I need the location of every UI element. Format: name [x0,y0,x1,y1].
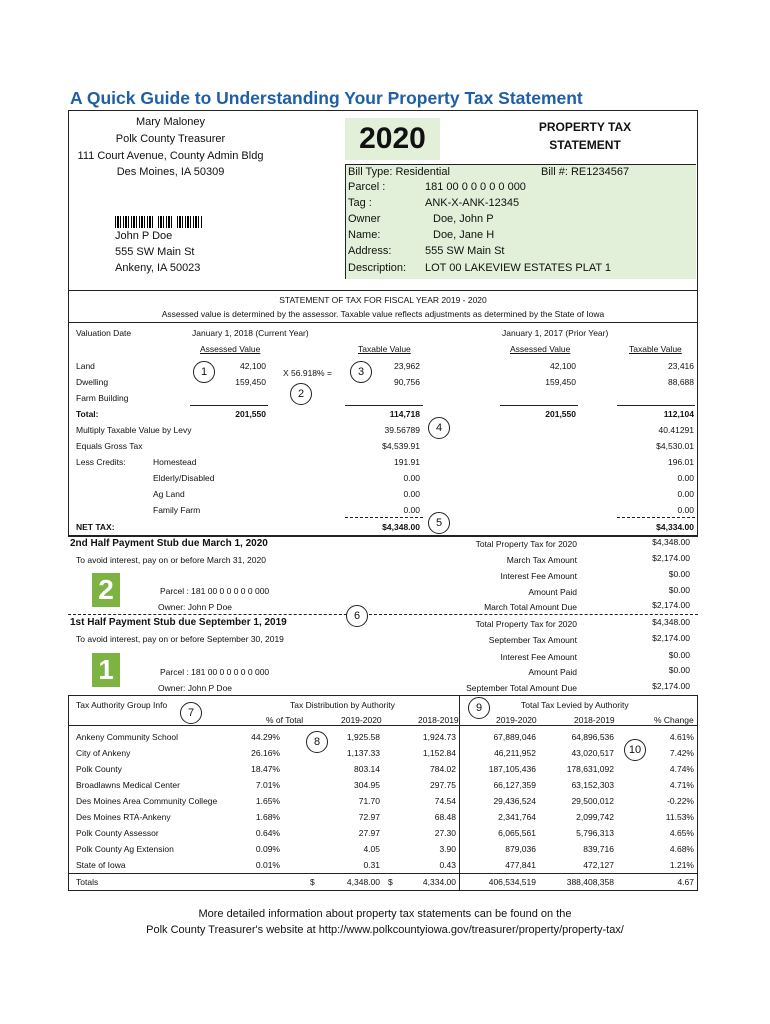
guide-marker-10: 10 [624,739,646,761]
authority-levied-2019: 67,889,046 [493,732,536,742]
authority-levied-2018: 178,631,092 [566,764,614,774]
stub1-number-icon: 1 [92,653,120,687]
stub2-number-icon: 2 [92,573,120,607]
authority-levied-2018: 63,152,303 [571,780,614,790]
authority-pct: 0.01% [255,860,280,870]
change-header: % Change [654,715,694,725]
stub1-interest: $0.00 [668,650,690,660]
totals-dollar-2: $ [388,877,393,887]
address-label: Address: [348,245,392,257]
authority-change: -0.22% [667,796,694,806]
family-farm-label: Family Farm [153,505,201,515]
authority-levied-2019: 6,065,561 [498,828,536,838]
guide-marker-2: 2 [290,383,312,405]
authority-levied-2019: 29,436,524 [493,796,536,806]
stub2-paid-label: Amount Paid [528,587,577,597]
stub1-interest-label: Interest Fee Amount [500,652,577,662]
authority-name: Polk County [76,764,122,774]
authority-change: 11.53% [665,812,694,822]
stub2-interest-label: Interest Fee Amount [500,571,577,581]
current-taxable-header: Taxable Value [358,344,411,354]
bill-number: Bill #: RE1234567 [541,166,630,178]
homestead-label: Homestead [153,457,197,467]
authority-name: Ankeny Community School [76,732,179,742]
stub2-tax: $2,174.00 [652,553,690,563]
guide-marker-1: 1 [193,361,215,383]
authority-dist-2018: 1,924.73 [422,732,456,742]
cur-assessed-land: 42,100 [240,361,266,371]
authority-pct: 26.16% [251,748,280,758]
address-value: 555 SW Main St [425,245,505,257]
stub2-tax-label: March Tax Amount [506,555,577,565]
total-label: Total: [76,409,99,419]
gross-tax-label: Equals Gross Tax [76,441,143,451]
cur-assessed-dwelling: 159,450 [235,377,266,387]
prior-assessed-header: Assessed Value [510,344,571,354]
guide-marker-5: 5 [428,512,450,534]
levied-label: Total Tax Levied by Authority [521,700,629,710]
stub2-total: $4,348.00 [652,537,690,547]
owner-label: Owner [348,213,381,225]
owner-2: Doe, Jane H [433,229,495,241]
parcel-value: 181 00 0 0 0 0 0 000 [425,181,526,193]
authority-change: 4.68% [669,844,694,854]
stub1-total: $4,348.00 [652,617,690,627]
stub1-avoid-note: To avoid interest, pay on or before September 30, 2019 [76,634,284,644]
stub2-owner: Owner: John P Doe [158,602,233,612]
statement-label-1: PROPERTY TAX [538,120,632,134]
dwelling-label: Dwelling [76,377,109,387]
authority-dist-2018: 297.75 [430,780,456,790]
valuation-date-label: Valuation Date [76,328,132,338]
authority-levied-2019: 46,211,952 [494,748,536,758]
authority-name: Polk County Assessor [76,828,159,838]
stub2-parcel: Parcel : 181 00 0 0 0 0 0 000 [160,586,270,596]
authority-pct: 0.64% [255,828,280,838]
authority-pct: 0.09% [255,844,280,854]
authority-pct: 7.01% [255,780,280,790]
statement-year: 2020 [345,118,440,160]
cur-gross-tax: $4,539.91 [382,441,420,451]
prior-taxable-land: 23,416 [668,361,694,371]
prior-taxable-header: Taxable Value [629,344,682,354]
cur-ag-land: 0.00 [403,489,420,499]
totals-label: Totals [76,877,99,887]
tag-label: Tag : [348,197,372,209]
authority-change: 4.61% [669,732,694,742]
guide-marker-9: 9 [468,697,490,719]
authority-group-label: Tax Authority Group Info [76,700,168,710]
guide-marker-8: 8 [306,731,328,753]
stub1-title: 1st Half Payment Stub due September 1, 2019 [70,617,287,628]
tear-off-line [68,614,698,615]
authority-dist-2018: 74.54 [434,796,456,806]
stub2-interest: $0.00 [668,569,690,579]
guide-marker-4: 4 [428,417,450,439]
treasurer-address-2: Des Moines, IA 50309 [116,166,225,178]
prior-year-date: January 1, 2017 (Prior Year) [502,328,609,338]
distribution-label: Tax Distribution by Authority [290,700,395,710]
stub2-avoid-note: To avoid interest, pay on or before March 31, 2020 [76,555,266,565]
authority-levied-2018: 64,896,536 [571,732,614,742]
statement-heading: STATEMENT OF TAX FOR FISCAL YEAR 2019 - 2020 [279,295,487,305]
land-label: Land [76,361,95,371]
authority-change: 7.42% [669,748,694,758]
authority-pct: 18.47% [251,764,280,774]
stub1-paid-label: Amount Paid [528,667,577,677]
totals-change: 4.67 [677,877,694,887]
stub1-total-label: Total Property Tax for 2020 [475,619,577,629]
authority-change: 4.65% [669,828,694,838]
authority-dist-2019: 304.95 [354,780,380,790]
totals-levied-2018: 388,408,358 [566,877,614,887]
bill-type: Bill Type: Residential [348,166,450,178]
authority-name: Des Moines RTA-Ankeny [76,812,171,822]
prior-gross-tax: $4,530.01 [656,441,694,451]
cur-levy: 39.56789 [384,425,420,435]
pct-total-header: % of Total [266,715,304,725]
owner-name: John P Doe [115,230,173,242]
authority-pct: 44.29% [251,732,280,742]
authority-dist-2018: 68.48 [434,812,456,822]
stub1-owner: Owner: John P Doe [158,683,233,693]
authority-dist-2019: 1,137.33 [346,748,380,758]
guide-marker-3: 3 [350,361,372,383]
authority-levied-2018: 839,716 [583,844,614,854]
prior-assessed-land: 42,100 [550,361,576,371]
statement-label-2: STATEMENT [549,138,621,152]
authority-dist-2019: 803.14 [354,764,380,774]
tag-value: ANK-X-ANK-12345 [425,197,520,209]
dist-2018-header: 2018-2019 [418,715,459,725]
footer-line-1: More detailed information about property tax statements can be found on the [198,908,572,920]
cur-taxable-total: 114,718 [389,409,420,419]
authority-name: Polk County Ag Extension [76,844,174,854]
authority-dist-2019: 1,925.58 [346,732,380,742]
treasurer-office: Polk County Treasurer [115,133,226,145]
parcel-label: Parcel : [348,181,386,193]
prior-levy: 40.41291 [658,425,694,435]
prior-assessed-dwelling: 159,450 [545,377,576,387]
stub2-due-label: March Total Amount Due [484,602,577,612]
totals-dollar-1: $ [310,877,315,887]
owner-city: Ankeny, IA 50023 [115,262,201,274]
owner-street: 555 SW Main St [115,246,195,258]
stub2-due: $2,174.00 [652,600,690,610]
cur-family-farm: 0.00 [403,505,420,515]
authority-dist-2018: 3.90 [439,844,456,854]
stub1-parcel: Parcel : 181 00 0 0 0 0 0 000 [160,667,270,677]
prior-assessed-total: 201,550 [545,409,576,419]
authority-name: Des Moines Area Community College [76,796,218,806]
authority-levied-2019: 477,841 [505,860,536,870]
current-year-date: January 1, 2018 (Current Year) [192,328,309,338]
levied-2019-header: 2019-2020 [496,715,537,725]
authority-dist-2019: 72.97 [358,812,380,822]
authority-levied-2018: 472,127 [583,860,614,870]
authority-pct: 1.65% [255,796,280,806]
cur-taxable-dwelling: 90,756 [394,377,420,387]
description-label: Description: [348,262,407,274]
stub1-tax-label: September Tax Amount [488,635,577,645]
farm-building-label: Farm Building [76,393,129,403]
prior-family-farm: 0.00 [677,505,694,515]
stub1-due: $2,174.00 [652,681,690,691]
prior-taxable-dwelling: 88,688 [668,377,694,387]
name-label: Name: [348,229,381,241]
totals-dist-2019: 4,348.00 [346,877,380,887]
authority-change: 1.21% [669,860,694,870]
authority-levied-2018: 5,796,313 [576,828,614,838]
cur-net-tax: $4,348.00 [382,522,420,532]
net-tax-label: NET TAX: [76,522,115,532]
totals-dist-2018: 4,334.00 [422,877,456,887]
authority-name: City of Ankeny [76,748,131,758]
authority-change: 4.71% [669,780,694,790]
guide-marker-7: 7 [180,702,202,724]
authority-dist-2018: 1,152.84 [422,748,456,758]
authority-dist-2019: 0.31 [363,860,380,870]
credits-label: Less Credits: [76,457,126,467]
authority-levied-2019: 187,105,436 [488,764,536,774]
authority-dist-2019: 4.05 [363,844,380,854]
authority-levied-2019: 879,036 [505,844,536,854]
rollback-rate: X 56.918% = [283,368,332,378]
authority-levied-2019: 2,341,764 [498,812,536,822]
authority-name: Broadlawns Medical Center [76,780,180,790]
ag-land-label: Ag Land [153,489,185,499]
authority-levied-2019: 66,127,359 [493,780,536,790]
levied-2018-header: 2018-2019 [574,715,615,725]
stub1-paid: $0.00 [668,665,690,675]
page-title: A Quick Guide to Understanding Your Property Tax Statement [70,88,583,108]
stub1-tax: $2,174.00 [652,633,690,643]
treasurer-address-1: 111 Court Avenue, County Admin Bldg [77,150,264,162]
stub1-due-label: September Total Amount Due [466,683,577,693]
elderly-label: Elderly/Disabled [153,473,215,483]
cur-assessed-total: 201,550 [235,409,266,419]
cur-taxable-land: 23,962 [394,361,420,371]
authority-dist-2019: 71.70 [358,796,380,806]
description-value: LOT 00 LAKEVIEW ESTATES PLAT 1 [425,262,612,274]
current-assessed-header: Assessed Value [200,344,261,354]
authority-pct: 1.68% [255,812,280,822]
cur-homestead: 191.91 [394,457,420,467]
levy-label: Multiply Taxable Value by Levy [76,425,192,435]
footer-line-2: Polk County Treasurer's website at http://www.polkcountyiowa.gov/treasurer/property/property-tax/ [146,924,624,936]
prior-homestead: 196.01 [668,457,694,467]
authority-levied-2018: 29,500,012 [571,796,614,806]
prior-ag-land: 0.00 [677,489,694,499]
authority-dist-2018: 0.43 [439,860,456,870]
authority-levied-2018: 2,099,742 [576,812,614,822]
prior-elderly: 0.00 [677,473,694,483]
treasurer-name: Mary Maloney [135,116,206,128]
authority-dist-2018: 27.30 [434,828,456,838]
totals-levied-2019: 406,534,519 [488,877,536,887]
authority-name: State of Iowa [76,860,126,870]
dist-2019-header: 2019-2020 [341,715,382,725]
authority-dist-2018: 784.02 [430,764,456,774]
stub2-total-label: Total Property Tax for 2020 [475,539,577,549]
prior-taxable-total: 112,104 [663,409,694,419]
guide-marker-6: 6 [346,605,368,627]
authority-change: 4.74% [669,764,694,774]
authority-dist-2019: 27.97 [358,828,380,838]
cur-elderly: 0.00 [403,473,420,483]
authority-levied-2018: 43,020,517 [571,748,614,758]
stub2-paid: $0.00 [668,585,690,595]
prior-net-tax: $4,334.00 [656,522,694,532]
stub2-title: 2nd Half Payment Stub due March 1, 2020 [70,538,268,549]
owner-1: Doe, John P [433,213,494,225]
statement-note: Assessed value is determined by the assessor. Taxable value reflects adjustments as determined by the State of Iowa [161,309,605,319]
